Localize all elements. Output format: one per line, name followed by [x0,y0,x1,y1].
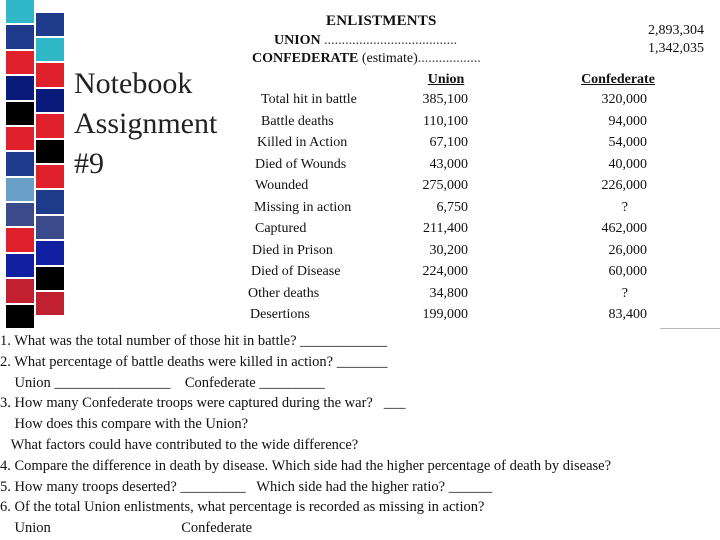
row-label: Total hit in battle [261,92,357,107]
enlistments-heading: ENLISTMENTS [326,13,437,29]
union-cell: 43,000 [429,157,468,172]
questions-list [0,331,720,539]
confederate-cell: 40,000 [608,157,647,172]
confederate-enlistment-value: 1,342,035 [648,41,704,56]
confederate-estimate-note: (estimate) [361,51,418,66]
confederate-cell: ? [621,200,628,215]
row-label: Missing in action [254,200,352,215]
row-label: Captured [255,221,307,236]
strip-block [6,0,34,23]
question-line: Union Confederate [0,520,253,537]
row-label: Died of Wounds [255,157,347,172]
row-label: Died in Prison [252,243,333,258]
strip-block [6,25,34,48]
union-enlistment-label: UNION [274,33,321,48]
union-cell: 6,750 [436,200,468,215]
slide-title-line-3: #9 [74,147,104,180]
confederate-cell: 94,000 [608,114,647,129]
union-cell: 30,200 [429,243,468,258]
confederate-cell: 83,400 [608,307,647,322]
confederate-cell: 320,000 [601,92,647,107]
union-cell: 199,000 [422,307,468,322]
question-line: Union ________________ Confederate _________ [0,374,325,391]
row-label: Other deaths [248,286,320,301]
union-enlistment-value: 2,893,304 [648,23,704,38]
row-label: Killed in Action [257,135,348,150]
confederate-cell: 226,000 [601,178,647,193]
union-cell: 385,100 [422,92,468,107]
union-cell: 224,000 [422,264,468,279]
question-line: 1. What was the total number of those hit in battle? ____________ [0,333,388,349]
column-header-union: Union [427,72,465,87]
confederate-cell: 26,000 [608,243,647,258]
strip-block [36,13,64,36]
confederate-cell: 54,000 [608,135,647,150]
row-label: Desertions [250,307,310,322]
union-cell: 275,000 [422,178,468,193]
strip-block [6,51,34,74]
union-enlistment-line [274,33,457,49]
question-line: 2. What percentage of battle deaths were killed in action? _______ [0,353,388,370]
union-cell: 110,100 [423,114,468,129]
divider [660,328,720,329]
question-line: How does this compare with the Union? [0,416,249,433]
confederate-cell: ? [621,286,628,301]
slide-title-line-2: Assignment [74,107,218,140]
slide-title-line-1: Notebook [74,67,193,100]
row-label: Wounded [255,178,309,193]
confederate-enlistment-dots: .................. [417,51,481,66]
row-label: Battle deaths [261,114,334,129]
union-enlistment-dots: ...................................... [324,33,458,48]
question-line: 4. Compare the difference in death by disease. Which side had the higher percentage of death by disease? [0,457,612,474]
column-header-confederate: Confederate [581,72,655,87]
question-line: 3. How many Confederate troops were captured during the war? ___ [0,395,406,412]
strip-block [36,63,64,86]
question-line: What factors could have contributed to the wide difference? [0,436,359,453]
union-cell: 211,400 [423,221,468,236]
question-line: 6. Of the total Union enlistments, what percentage is recorded as missing in action? [0,499,485,516]
question-line: 5. How many troops deserted? _________ Which side had the higher ratio? ______ [0,478,493,495]
confederate-enlistment-line [252,51,481,67]
union-cell: 67,100 [429,135,468,150]
confederate-cell: 60,000 [608,264,647,279]
confederate-enlistment-label: CONFEDERATE [252,51,359,66]
union-cell: 34,800 [429,286,468,301]
strip-block [36,38,64,61]
confederate-cell: 462,000 [601,221,647,236]
row-label: Died of Disease [251,264,341,279]
